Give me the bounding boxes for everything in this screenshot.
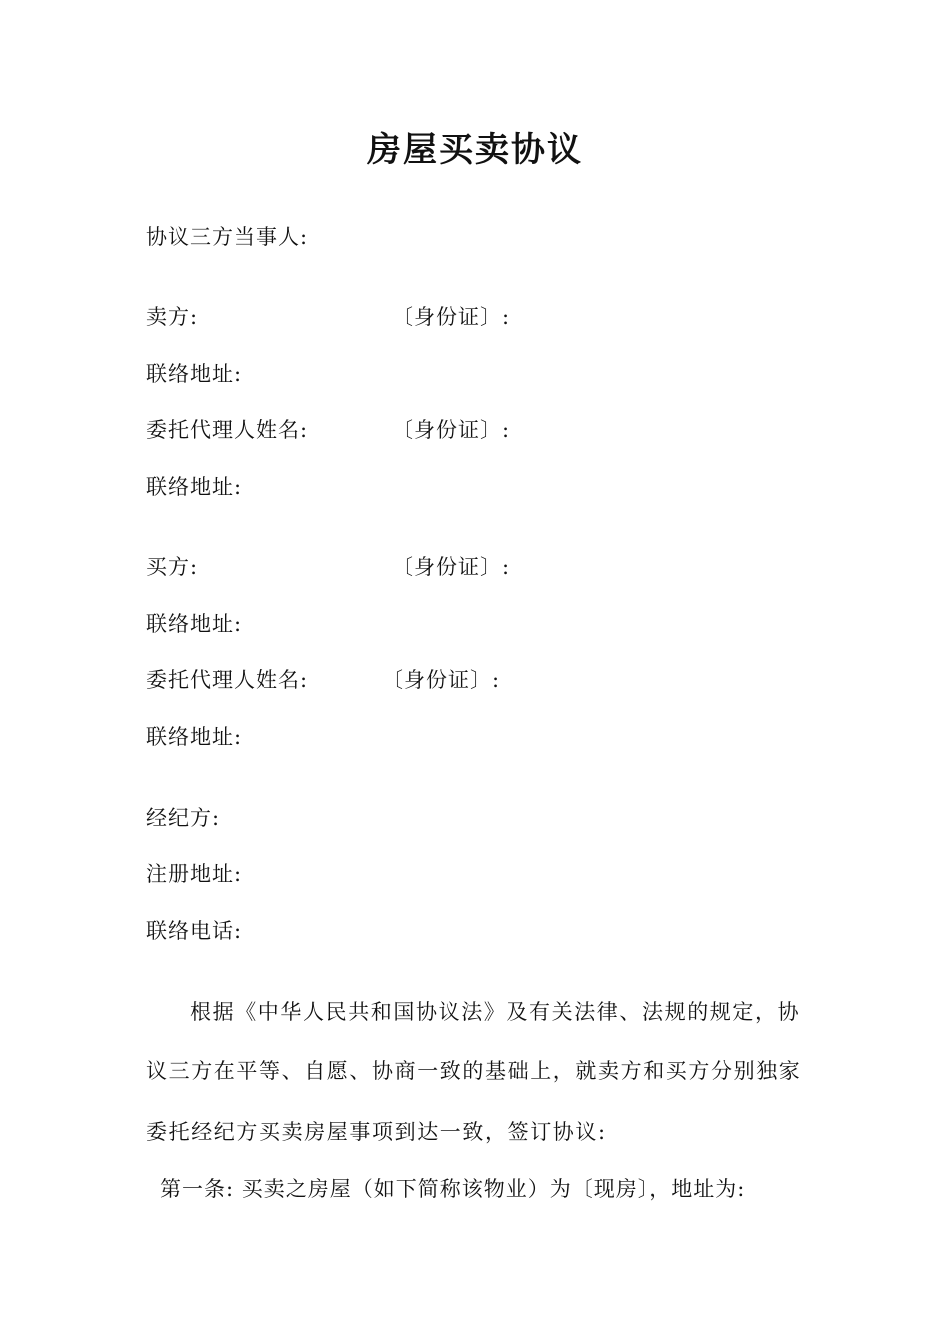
buyer-agent-label: 委托代理人姓名:: [146, 668, 309, 692]
buyer-agent-id-label: 〔身份证〕:: [382, 668, 501, 692]
body-line-2: 议三方在平等、自愿、协商一致的基础上，就卖方和买方分别独家: [146, 1059, 802, 1083]
buyer-address-label: 联络地址:: [146, 612, 243, 636]
broker-label: 经纪方:: [146, 806, 221, 830]
buyer-id-label: 〔身份证〕:: [392, 555, 511, 579]
parties-intro: 协议三方当事人:: [146, 225, 309, 249]
broker-phone-label: 联络电话:: [146, 919, 243, 943]
seller-label: 卖方:: [146, 305, 199, 329]
seller-agent-address-label: 联络地址:: [146, 475, 243, 499]
seller-address-label: 联络地址:: [146, 362, 243, 386]
seller-agent-id-label: 〔身份证〕:: [392, 418, 511, 442]
body-line-1: 根据《中华人民共和国协议法》及有关法律、法规的规定，协: [190, 1000, 801, 1024]
buyer-label: 买方:: [146, 555, 199, 579]
broker-reg-address-label: 注册地址:: [146, 862, 243, 886]
article-1: 第一条: 买卖之房屋（如下简称该物业）为〔现房〕，地址为:: [160, 1177, 746, 1201]
seller-id-label: 〔身份证〕:: [392, 305, 511, 329]
document-title: 房屋买卖协议: [367, 130, 583, 170]
body-line-3: 委托经纪方买卖房屋事项到达一致，签订协议:: [146, 1120, 607, 1144]
buyer-agent-address-label: 联络地址:: [146, 725, 243, 749]
seller-agent-label: 委托代理人姓名:: [146, 418, 309, 442]
